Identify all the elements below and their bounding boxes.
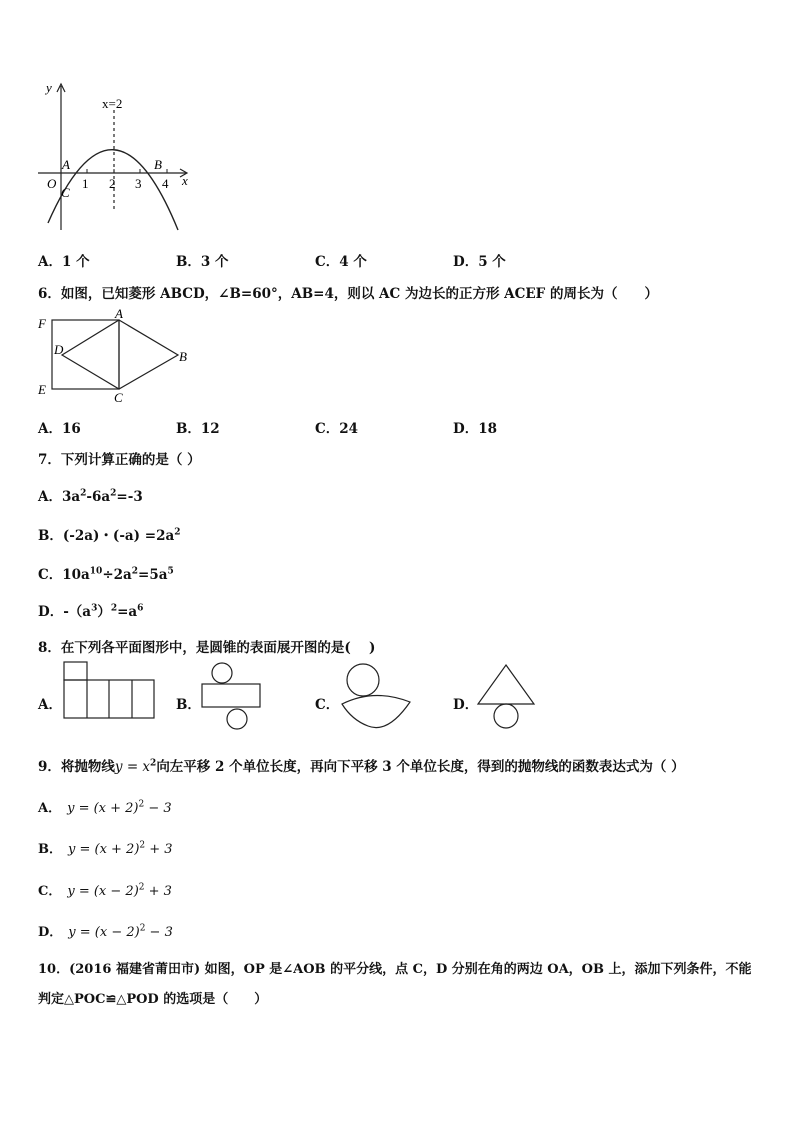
q10-stem-line1: 10．(2016 福建省莆田市) 如图，OP 是∠AOB 的平分线，点 C，D 分别在角的两边 OA，OB 上，添加下列条件，不能 <box>38 962 752 977</box>
tick-label-3: 3 <box>135 176 142 191</box>
q7-option-d[interactable]: D．$-(a^3)^2=a^6$ <box>38 603 144 620</box>
q7-stem: 7．下列计算正确的是（ ） <box>38 452 201 468</box>
q8-option-c[interactable]: C． <box>315 697 340 713</box>
q5-option-a[interactable]: A．1 个 <box>38 254 90 270</box>
x-axis-label: x <box>182 173 188 188</box>
cone-net-triangle-figure <box>474 662 538 732</box>
q8-option-b[interactable]: B． <box>176 697 201 713</box>
net-triangle <box>478 665 534 704</box>
q9-stem: 9．将抛物线$y = x^2$向左平移 2 个单位长度，再向下平移 3 个单位长度，得到的抛物线的函数表达式为（ ） <box>38 758 685 775</box>
net-bottom-circle <box>227 709 247 729</box>
q7-option-c[interactable]: C．$10a^{10}\div 2a^2=5a^5$ <box>38 566 174 583</box>
tick-label-2: 2 <box>109 176 116 191</box>
cylinder-net-figure <box>198 662 264 732</box>
q6-option-b[interactable]: B．12 <box>176 421 220 437</box>
x-eq-label: x=2 <box>102 96 123 111</box>
q9-option-b[interactable]: B． $y = (x + 2)^2 + 3$ <box>38 840 173 857</box>
net-top-face <box>64 662 87 680</box>
q5-option-b[interactable]: B．3 个 <box>176 254 229 270</box>
label-e: E <box>38 382 46 397</box>
origin-label: O <box>47 176 57 191</box>
label-b: B <box>179 349 187 364</box>
rhombus-abcd <box>62 320 178 389</box>
q6-option-c[interactable]: C．24 <box>315 421 359 437</box>
net-top-circle <box>212 663 232 683</box>
cone-net-wrong-figure <box>338 662 414 730</box>
q8-stem: 8．在下列各平面图形中，是圆锥的表面展开图的是( ) <box>38 640 376 656</box>
point-b-label: B <box>154 157 162 172</box>
label-c: C <box>114 390 123 405</box>
q7-option-a[interactable]: A．$3a^2-6a^2=-3$ <box>38 488 143 505</box>
q5-option-d[interactable]: D．5 个 <box>453 254 506 270</box>
net-sector <box>342 695 410 727</box>
net-base-circle <box>347 664 379 696</box>
point-c-label: C <box>61 185 70 200</box>
q9-option-c[interactable]: C． $y = (x - 2)^2 + 3$ <box>38 882 172 899</box>
q8-option-d[interactable]: D． <box>453 697 479 713</box>
y-axis-label: y <box>46 80 52 95</box>
parabola-graph <box>30 78 200 238</box>
cube-net-figure <box>62 660 160 722</box>
q9-option-d[interactable]: D． $y = (x - 2)^2 - 3$ <box>38 923 173 940</box>
q10-stem-line2: 判定△POC≌△POD 的选项是（ ） <box>38 992 268 1007</box>
net-rectangle <box>202 684 260 707</box>
q8-option-a[interactable]: A． <box>38 697 62 713</box>
rhombus-square-figure <box>34 305 194 405</box>
tick-label-1: 1 <box>82 176 89 191</box>
q6-option-a[interactable]: A．16 <box>38 421 81 437</box>
q7-option-b[interactable]: B．(-2a)・$(-a) =2a^2$ <box>38 527 181 544</box>
q5-option-c[interactable]: C．4 个 <box>315 254 367 270</box>
label-a: A <box>115 306 123 321</box>
q9-option-a[interactable]: A． $y = (x + 2)^2 - 3$ <box>38 799 172 816</box>
label-d: D <box>54 342 64 357</box>
tick-label-4: 4 <box>162 176 169 191</box>
label-f: F <box>38 316 46 331</box>
q6-stem: 6．如图，已知菱形 ABCD，∠B=60°，AB=4，则以 AC 为边长的正方形 ACEF 的周长为（ ） <box>38 286 658 302</box>
net-circle <box>494 704 518 728</box>
q6-option-d[interactable]: D．18 <box>453 421 497 437</box>
point-a-label: A <box>62 157 70 172</box>
